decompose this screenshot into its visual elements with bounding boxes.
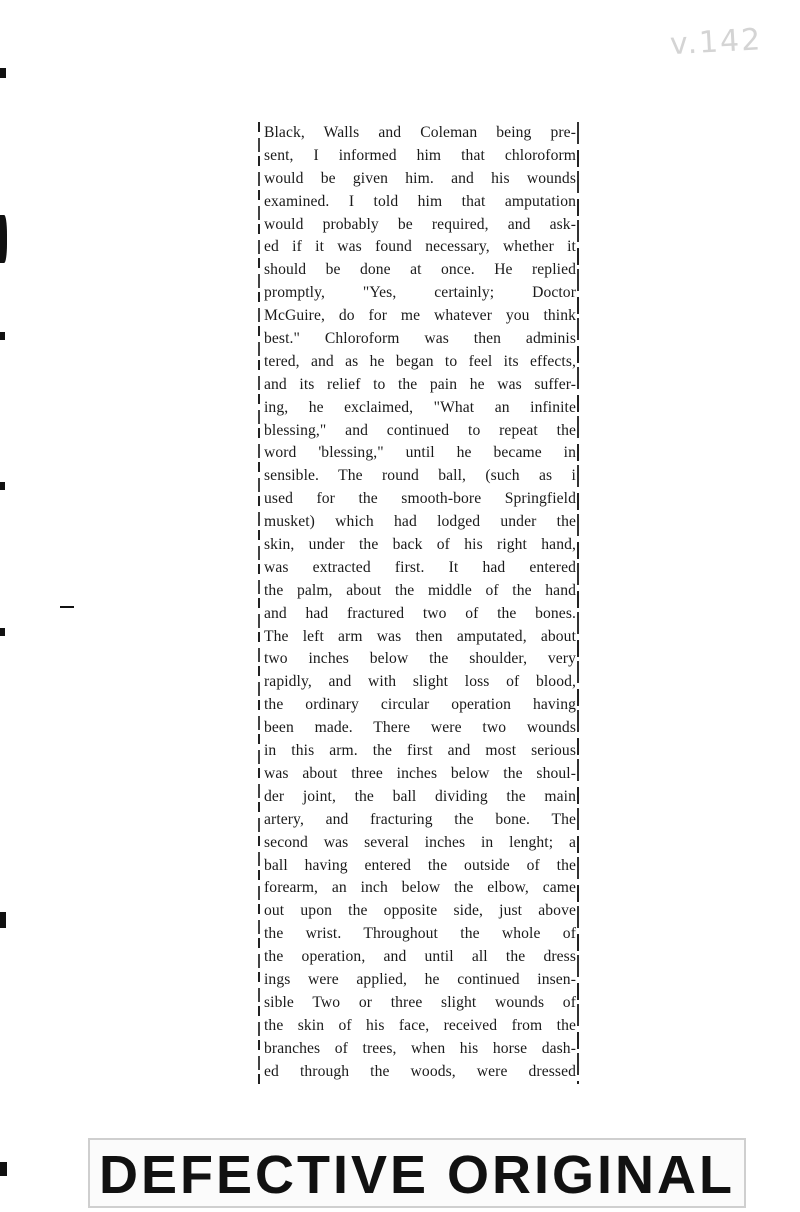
article-line: should be done at once. He replied bbox=[264, 261, 576, 279]
margin-mark bbox=[0, 332, 5, 340]
article-line: word 'blessing," until he became in bbox=[264, 444, 576, 462]
article-line: second was several inches in lenght; a bbox=[264, 833, 576, 851]
article-line: and had fractured two of the bones. bbox=[264, 604, 576, 622]
margin-mark bbox=[0, 215, 7, 263]
article-line: was extracted first. It had entered bbox=[264, 558, 576, 576]
clipping-left-edge bbox=[258, 122, 260, 1084]
article-line: been made. There were two wounds bbox=[264, 719, 576, 737]
article-line: examined. I told him that amputation bbox=[264, 192, 576, 210]
article-line: the wrist. Throughout the whole of bbox=[264, 925, 576, 943]
article-line: two inches below the shoulder, very bbox=[264, 650, 576, 668]
article-line: der joint, the ball dividing the main bbox=[264, 787, 576, 805]
article-line: the ordinary circular operation having bbox=[264, 696, 576, 714]
article-line: rapidly, and with slight loss of blood, bbox=[264, 673, 576, 691]
article-line: sensible. The round ball, (such as i bbox=[264, 467, 576, 485]
article-line: musket) which had lodged under the bbox=[264, 513, 576, 531]
article-line: forearm, an inch below the elbow, came bbox=[264, 879, 576, 897]
clipping-right-edge bbox=[577, 122, 579, 1084]
margin-mark bbox=[0, 68, 6, 78]
article-line: would be given him. and his wounds bbox=[264, 169, 576, 187]
article-line: ing, he exclaimed, "What an infinite bbox=[264, 398, 576, 416]
article-line: out upon the opposite side, just above bbox=[264, 902, 576, 920]
article-line: and its relief to the pain he was suffer- bbox=[264, 375, 576, 393]
article-line: best." Chloroform was then adminis bbox=[264, 330, 576, 348]
article-line: the skin of his face, received from the bbox=[264, 1016, 576, 1034]
article-line: branches of trees, when his horse dash- bbox=[264, 1039, 576, 1057]
article-line: The left arm was then amputated, about bbox=[264, 627, 576, 645]
margin-mark bbox=[0, 1162, 7, 1176]
article-line: sent, I informed him that chloroform bbox=[264, 146, 576, 164]
article-line: blessing," and continued to repeat the bbox=[264, 421, 576, 439]
article-text-column bbox=[264, 122, 576, 1083]
article-line: ings were applied, he continued insen- bbox=[264, 970, 576, 988]
stamp-label: DEFECTIVE ORIGINAL bbox=[98, 1145, 736, 1205]
article-line: McGuire, do for me whatever you think bbox=[264, 307, 576, 325]
article-line: used for the smooth-bore Springfield bbox=[264, 490, 576, 508]
article-line: the palm, about the middle of the hand bbox=[264, 581, 576, 599]
article-line: Black, Walls and Coleman being pre- bbox=[264, 124, 576, 141]
article-line: ed through the woods, were dressed bbox=[264, 1062, 576, 1080]
article-line: artery, and fracturing the bone. The bbox=[264, 810, 576, 828]
article-line: in this arm. the first and most serious bbox=[264, 742, 576, 760]
defective-original-stamp bbox=[88, 1138, 746, 1208]
margin-mark bbox=[0, 628, 5, 636]
article-line: the operation, and until all the dress bbox=[264, 948, 576, 966]
article-line: tered, and as he began to feel its effects, bbox=[264, 352, 576, 370]
article-line: would probably be required, and ask- bbox=[264, 215, 576, 233]
margin-mark bbox=[0, 482, 5, 490]
margin-mark bbox=[0, 912, 6, 928]
margin-mark bbox=[60, 606, 74, 608]
article-line: sible Two or three slight wounds of bbox=[264, 993, 576, 1011]
handwritten-volume-annotation: v.142 bbox=[669, 22, 764, 63]
article-line: ball having entered the outside of the bbox=[264, 856, 576, 874]
article-line: promptly, "Yes, certainly; Doctor bbox=[264, 284, 576, 302]
article-line: was about three inches below the shoul- bbox=[264, 764, 576, 782]
article-line: ed if it was found necessary, whether it bbox=[264, 238, 576, 256]
article-line: skin, under the back of his right hand, bbox=[264, 536, 576, 554]
